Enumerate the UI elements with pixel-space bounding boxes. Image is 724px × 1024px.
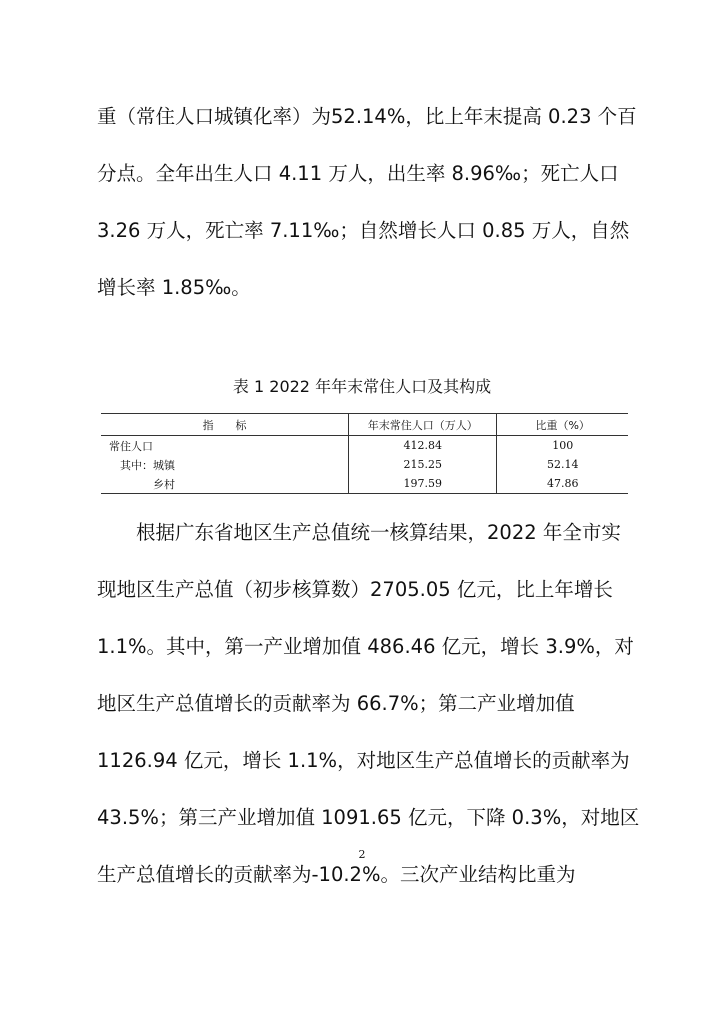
table-row — [101, 436, 628, 456]
header-indicator: 指 标 — [101, 414, 349, 436]
row-population: 412.84 — [349, 436, 497, 456]
row-share: 47.86 — [497, 474, 628, 494]
row-share: 100 — [497, 436, 628, 456]
table-caption: 表 1 2022 年年末常住人口及其构成 — [232, 377, 492, 396]
page-number: 2 — [358, 848, 366, 861]
row-population: 197.59 — [349, 474, 497, 494]
paragraph-line: 1.1%。其中，第一产业增加值 486.46 亿元，增长 3.9%，对 — [97, 635, 634, 658]
paragraph-line: 根据广东省地区生产总值统一核算结果，2022 年全市实 — [97, 521, 621, 544]
paragraph-line: 43.5%；第三产业增加值 1091.65 亿元，下降 0.3%，对地区 — [97, 806, 640, 829]
row-label: 乡村 — [101, 474, 349, 494]
row-population: 215.25 — [349, 455, 497, 474]
row-share: 52.14 — [497, 455, 628, 474]
paragraph-line: 重（常住人口城镇化率）为52.14%，比上年末提高 0.23 个百 — [97, 105, 637, 128]
row-label: 常住人口 — [109, 439, 153, 453]
table-row — [101, 455, 628, 474]
paragraph-line: 生产总值增长的贡献率为-10.2%。三次产业结构比重为 — [97, 863, 576, 886]
paragraph-line: 增长率 1.85‰。 — [97, 276, 251, 299]
row-label: 其中：城镇 — [109, 458, 175, 472]
paragraph-line: 现地区生产总值（初步核算数）2705.05 亿元，比上年增长 — [97, 578, 613, 601]
paragraph-line: 分点。全年出生人口 4.11 万人，出生率 8.96‰；死亡人口 — [97, 162, 619, 185]
header-share: 比重（%） — [497, 414, 628, 436]
paragraph-line: 3.26 万人，死亡率 7.11‰；自然增长人口 0.85 万人，自然 — [97, 219, 630, 242]
table-header-row — [101, 414, 628, 436]
table-row — [101, 474, 628, 494]
population-table — [101, 413, 628, 494]
paragraph-line: 1126.94 亿元，增长 1.1%，对地区生产总值增长的贡献率为 — [97, 749, 630, 772]
header-population: 年末常住人口（万人） — [349, 414, 497, 436]
paragraph-line: 地区生产总值增长的贡献率为 66.7%；第二产业增加值 — [97, 692, 575, 715]
